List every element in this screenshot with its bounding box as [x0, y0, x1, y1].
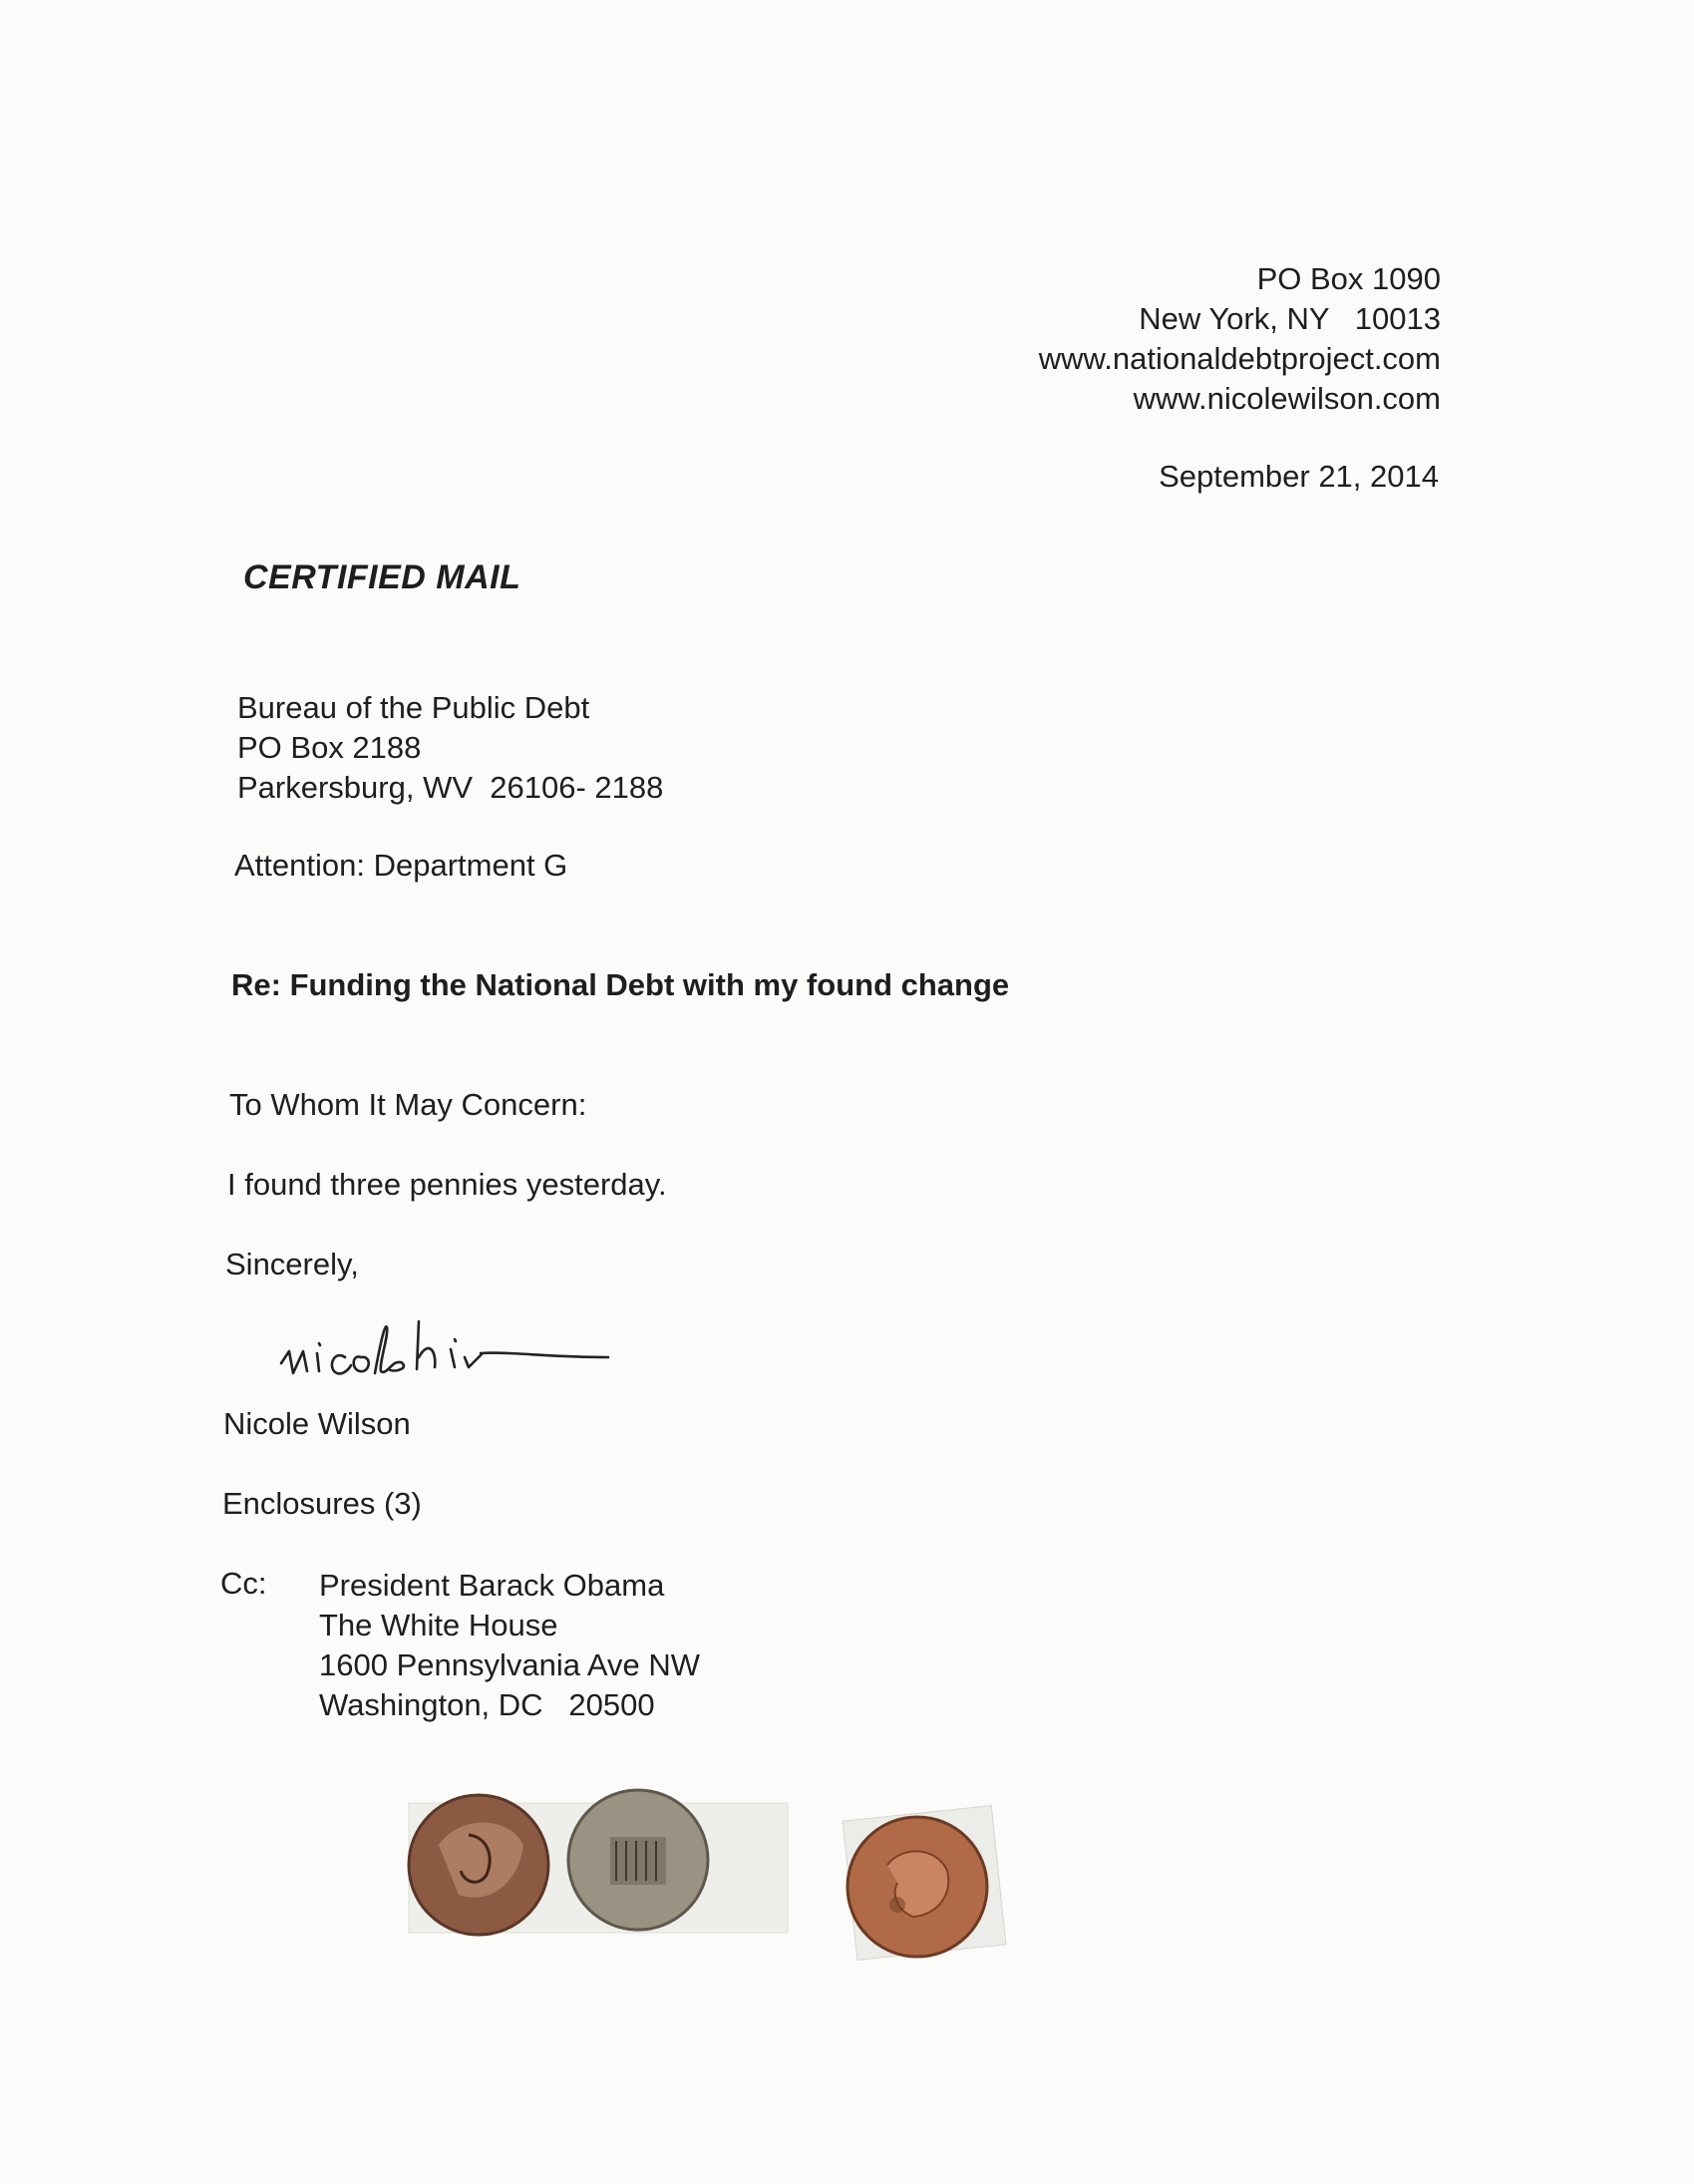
sender-line-website-1: www.nationaldebtproject.com: [1038, 341, 1441, 376]
penny-3-icon: [847, 1817, 987, 1957]
salutation: To Whom It May Concern:: [229, 1087, 587, 1122]
recipient-address: [237, 688, 663, 808]
cc-label: Cc:: [220, 1566, 267, 1601]
signer-name: Nicole Wilson: [223, 1406, 411, 1441]
sender-line-po-box: PO Box 1090: [1256, 261, 1441, 296]
taped-pennies: [399, 1775, 1017, 1975]
letter-body: I found three pennies yesterday.: [227, 1167, 667, 1202]
recipient-line-city: Parkersburg, WV 26106- 2188: [237, 770, 664, 805]
cc-line-place: The White House: [319, 1608, 558, 1642]
recipient-line-po-box: PO Box 2188: [237, 730, 422, 765]
certified-mail-heading: CERTIFIED MAIL: [243, 558, 521, 596]
recipient-line-org: Bureau of the Public Debt: [237, 690, 590, 725]
cc-line-street: 1600 Pennsylvania Ave NW: [319, 1647, 700, 1682]
enclosures-line: Enclosures (3): [222, 1486, 422, 1521]
cc-line-city: Washington, DC 20500: [319, 1687, 655, 1722]
closing: Sincerely,: [225, 1247, 359, 1281]
sender-line-city: New York, NY 10013: [1139, 301, 1441, 336]
attention-line: Attention: Department G: [234, 848, 568, 883]
sender-line-website-2: www.nicolewilson.com: [1133, 381, 1441, 416]
penny-1-icon: [409, 1795, 548, 1935]
cc-line-name: President Barack Obama: [319, 1568, 665, 1603]
letter-date: September 21, 2014: [1159, 459, 1439, 494]
cc-address: [319, 1566, 700, 1725]
subject-line: Re: Funding the National Debt with my found change: [231, 967, 1010, 1002]
sender-address: [1039, 259, 1441, 419]
penny-2-icon: [568, 1790, 708, 1930]
handwritten-signature: [269, 1291, 618, 1411]
